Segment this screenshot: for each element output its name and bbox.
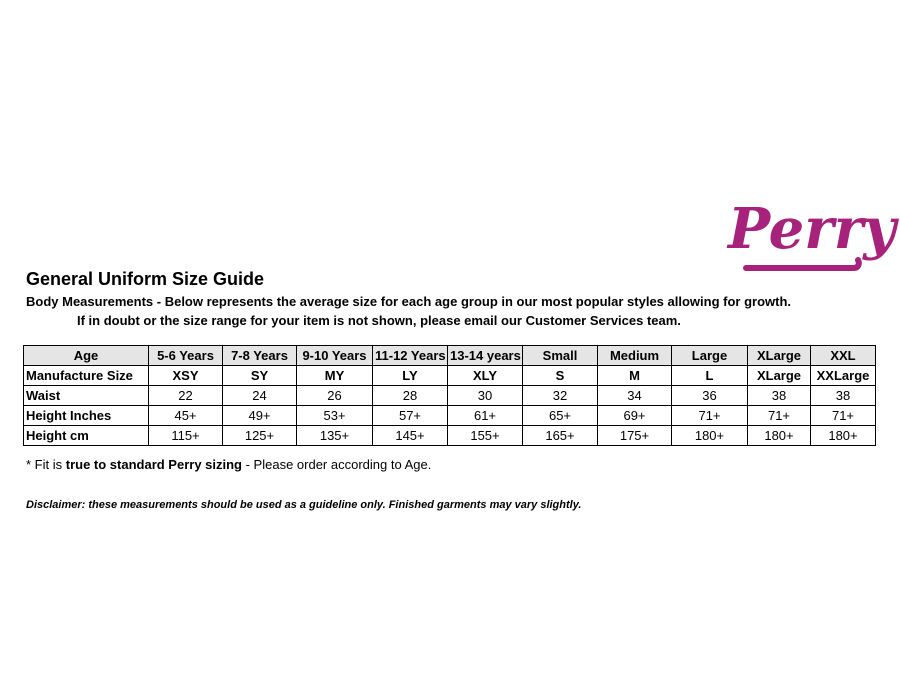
table-row [24, 346, 876, 366]
table-cell: 180+ [672, 426, 748, 446]
fit-note-bold: true to standard Perry sizing [65, 457, 242, 472]
page-title: General Uniform Size Guide [26, 269, 265, 289]
subtitle-line-1: Body Measurements - Below represents the average size for each age group in our most popular styles allowing for growth. [26, 294, 792, 309]
table-cell: 45+ [149, 406, 223, 426]
table-cell: 71+ [748, 406, 811, 426]
row-label: Waist [24, 386, 149, 406]
table-row [24, 366, 876, 386]
table-cell: 34 [598, 386, 672, 406]
table-cell: 71+ [811, 406, 876, 426]
row-label: Age [24, 346, 149, 366]
table-cell: 175+ [598, 426, 672, 446]
table-cell: 125+ [223, 426, 297, 446]
table-cell: MY [297, 366, 373, 386]
table-row [24, 406, 876, 426]
table-cell: 38 [748, 386, 811, 406]
table-row [24, 386, 876, 406]
table-cell: Small [523, 346, 598, 366]
table-cell: 165+ [523, 426, 598, 446]
table-cell: 7-8 Years [223, 346, 297, 366]
table-cell: Medium [598, 346, 672, 366]
table-cell: M [598, 366, 672, 386]
table-cell: 180+ [811, 426, 876, 446]
table-cell: 26 [297, 386, 373, 406]
table-cell: 57+ [373, 406, 448, 426]
row-label: Height cm [24, 426, 149, 446]
table-cell: L [672, 366, 748, 386]
table-cell: 145+ [373, 426, 448, 446]
table-cell: 36 [672, 386, 748, 406]
table-cell: SY [223, 366, 297, 386]
table-cell: 30 [448, 386, 523, 406]
table-cell: XXL [811, 346, 876, 366]
table-cell: 49+ [223, 406, 297, 426]
row-label: Manufacture Size [24, 366, 149, 386]
table-cell: 71+ [672, 406, 748, 426]
row-label: Height Inches [24, 406, 149, 426]
table-cell: XLY [448, 366, 523, 386]
fit-note-prefix: * Fit is [26, 457, 66, 472]
table-cell: 135+ [297, 426, 373, 446]
table-cell: 65+ [523, 406, 598, 426]
table-cell: 53+ [297, 406, 373, 426]
table-cell: Large [672, 346, 748, 366]
disclaimer: Disclaimer: these measurements should be used as a guideline only. Finished garments may vary slightly. [26, 499, 582, 511]
subtitle-line-2: If in doubt or the size range for your item is not shown, please email our Customer Services team. [77, 313, 681, 328]
size-table [23, 345, 876, 446]
fit-note-suffix: - Please order according to Age. [242, 457, 432, 472]
table-cell: 11-12 Years [373, 346, 448, 366]
table-cell: 5-6 Years [149, 346, 223, 366]
table-cell: 32 [523, 386, 598, 406]
table-cell: 155+ [448, 426, 523, 446]
table-cell: 180+ [748, 426, 811, 446]
table-cell: 38 [811, 386, 876, 406]
table-cell: 61+ [448, 406, 523, 426]
table-row [24, 426, 876, 446]
table-cell: XLarge [748, 366, 811, 386]
perry-logo-text: Perry [728, 196, 896, 262]
table-cell: XLarge [748, 346, 811, 366]
table-cell: S [523, 366, 598, 386]
table-cell: 22 [149, 386, 223, 406]
fit-note [26, 457, 431, 472]
table-cell: 24 [223, 386, 297, 406]
table-cell: XSY [149, 366, 223, 386]
table-cell: XXLarge [811, 366, 876, 386]
table-cell: 13-14 years [448, 346, 523, 366]
table-cell: LY [373, 366, 448, 386]
perry-logo [726, 186, 896, 276]
table-cell: 28 [373, 386, 448, 406]
table-cell: 9-10 Years [297, 346, 373, 366]
table-cell: 69+ [598, 406, 672, 426]
table-cell: 115+ [149, 426, 223, 446]
